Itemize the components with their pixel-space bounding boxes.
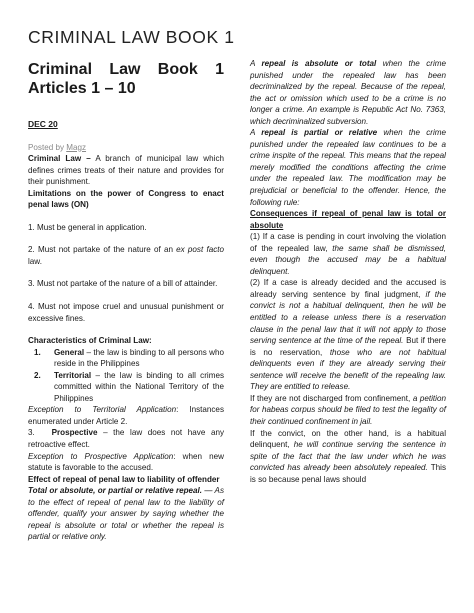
partial-repeal-text: when the crime punished under the repealed law continues to be a crime inspite of the repeal. This means that the repeal merely modified the conditions affecting the crime under the repealed law. The modification may be prejudicial or beneficial to the offender. Hence, the following rule: bbox=[250, 128, 446, 207]
limitations-heading: Limitations on the power of Congress to enact penal laws (ON) bbox=[28, 188, 224, 210]
page-header-title: CRIMINAL LAW BOOK 1 bbox=[28, 27, 235, 47]
definition-paragraph bbox=[28, 153, 224, 188]
prospective-exception-text: : when new statute is favorable to the accused. bbox=[28, 451, 224, 473]
posted-by-prefix: Posted by bbox=[28, 142, 67, 152]
absolute-repeal-a: A bbox=[250, 59, 262, 68]
habeas-corpus-b: a petition for habeas corpus should be filed to test the legality of their continued confinement in jail. bbox=[250, 393, 446, 426]
consequence-2 bbox=[250, 277, 446, 392]
habeas-corpus-a: If they are not discharged from confinement, bbox=[250, 393, 413, 403]
characteristic-2-text: – the law is binding to all crimes committed within the National Territory of the Philippines bbox=[54, 370, 224, 403]
limitation-2-c: law. bbox=[28, 256, 42, 266]
prospective-exception-label: Exception to Prospective Application bbox=[28, 451, 174, 461]
characteristic-2-num: 2. bbox=[34, 370, 41, 380]
partial-repeal-paragraph bbox=[250, 127, 446, 208]
habitual-delinquent-b: he will continue serving the sentence in spite of the fact that the law under which he was convicted has already been absolutely repealed. bbox=[250, 440, 447, 473]
limitation-2 bbox=[28, 244, 224, 267]
left-column bbox=[28, 58, 224, 543]
author-link[interactable]: Magz bbox=[66, 142, 87, 152]
partial-repeal-term: repeal is partial or relative bbox=[261, 128, 378, 138]
absolute-repeal-paragraph bbox=[250, 58, 446, 127]
consequences-heading: Consequences if repeal of penal law is total or absolute bbox=[250, 209, 446, 230]
characteristic-1-text: – the law is binding to all persons who reside in the Philippines bbox=[54, 347, 224, 369]
absolute-repeal-term: repeal is absolute or total bbox=[261, 59, 377, 68]
effect-heading: Effect of repeal of penal law to liability of offender bbox=[28, 474, 220, 484]
document-title-line2: Articles 1 – 10 bbox=[28, 80, 136, 97]
characteristic-3-term: Prospective bbox=[51, 428, 98, 438]
characteristic-1 bbox=[28, 347, 224, 370]
characteristics-heading: Characteristics of Criminal Law: bbox=[28, 336, 152, 346]
right-column bbox=[250, 58, 446, 485]
habitual-delinquent-a: If the convict, on the other hand, is a habitual delinquent, bbox=[250, 428, 446, 450]
document-title-line1: Criminal Law Book 1 bbox=[28, 61, 224, 78]
definition-text: A branch of municipal law which defines crimes treats of their nature and provides for their punishment. bbox=[28, 154, 224, 187]
partial-repeal-a: A bbox=[250, 128, 262, 138]
territorial-exception bbox=[28, 404, 224, 427]
consequence-2-b: if the convict is not a habitual delinquent, then he will be entitled to a release unless there is a reservation clause in the penal law that it will not apply to those serving sentence at the time of the repeal. bbox=[250, 289, 446, 346]
limitation-2-b: ex post facto bbox=[176, 245, 224, 255]
posted-by bbox=[28, 142, 224, 154]
habitual-delinquent-paragraph bbox=[250, 428, 446, 486]
consequence-2-c: But if there is no reservation, bbox=[250, 336, 446, 357]
consequence-1 bbox=[250, 231, 446, 277]
repeal-text: — As to the effect of repeal of penal law to the liability of offender, qualify your answer by saying whether the repeal is absolute or total or whether the repeal is partial or relative only. bbox=[28, 486, 224, 542]
characteristic-3-text: – the law does not have any retroactive effect. bbox=[28, 428, 224, 450]
absolute-repeal-text: when the crime punished under the repealed law has been decriminalized by the repeal. Because of the repeal, the act or omission which used to be a crime is no longer a crime. An example is Republic Act No. 7363, which decriminalized subversion. bbox=[250, 59, 446, 126]
limitation-2-a: 2. Must not partake of the nature of an bbox=[28, 245, 177, 255]
consequence-2-d: those who are not habitual delinquents even if they are already serving their sentence will receive the benefit of the repealing law. They are entitled to release. bbox=[250, 347, 446, 392]
consequence-1-b: the same shall be dismissed, even though the accused may be a habitual delinquent. bbox=[250, 243, 446, 276]
limitation-1: 1. Must be general in application. bbox=[28, 222, 147, 232]
limitation-3: 3. Must not partake of the nature of a bill of attainder. bbox=[28, 279, 218, 289]
characteristic-3-num: 3. bbox=[28, 428, 35, 438]
territorial-exception-label: Exception to Territorial Application bbox=[28, 405, 177, 415]
habitual-delinquent-c: This is so because penal laws should bbox=[250, 463, 446, 484]
territorial-exception-text: : Instances enumerated under Article 2. bbox=[28, 405, 224, 426]
limitation-4: 4. Must not impose cruel and unusual punishment or excessive fines. bbox=[28, 302, 224, 323]
repeal-paragraph bbox=[28, 485, 224, 543]
consequence-2-a: (2) If a case is already decided and the accused is already serving sentence by final judgment, bbox=[250, 278, 446, 299]
characteristic-3 bbox=[28, 427, 224, 450]
repeal-term: Total or absolute, or partial or relative repeal. bbox=[28, 486, 203, 496]
definition-term: Criminal Law – bbox=[28, 154, 91, 164]
characteristic-1-num: 1. bbox=[34, 347, 41, 357]
prospective-exception bbox=[28, 451, 224, 474]
post-date: DEC 20 bbox=[28, 119, 58, 129]
habeas-corpus-paragraph bbox=[250, 393, 446, 428]
characteristic-2 bbox=[28, 370, 224, 405]
characteristic-1-term: General bbox=[54, 347, 85, 357]
characteristic-2-term: Territorial bbox=[54, 370, 92, 380]
consequence-1-a: (1) If a case is pending in court involving the violation of the repealed law, bbox=[250, 232, 446, 253]
